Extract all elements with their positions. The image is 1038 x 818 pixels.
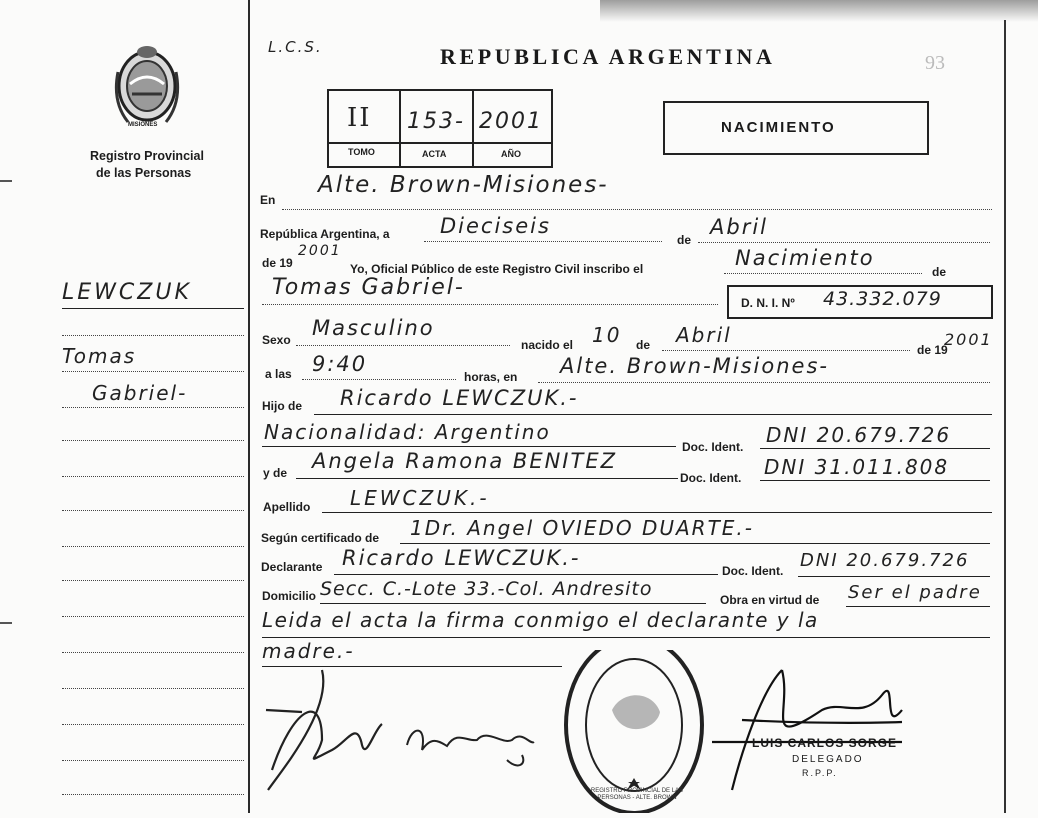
year-prefix: de 19 xyxy=(262,256,293,270)
sexo-label: Sexo xyxy=(262,333,291,347)
de-label: de xyxy=(677,233,692,247)
de19-label: de 19 xyxy=(917,343,948,357)
birth-day-value: 10 xyxy=(592,323,622,347)
dni-value: 43.332.079 xyxy=(823,288,942,310)
obra-label: Obra en virtud de xyxy=(720,593,820,607)
time-value: 9:40 xyxy=(312,352,368,376)
closing-line-2: madre.- xyxy=(262,639,355,663)
certificado-label: Según certificado de xyxy=(261,531,380,545)
month-value: Abril xyxy=(710,215,768,239)
domicilio-value: Secc. C.-Lote 33.-Col. Andresito xyxy=(320,578,653,600)
dni-box xyxy=(727,285,993,319)
statement-text: Yo, Oficial Público de este Registro Civil inscribo el xyxy=(350,262,644,276)
declarante-value: Ricardo LEWCZUK.- xyxy=(342,546,581,570)
seal-caption: MISIONES xyxy=(128,122,158,128)
place-value: Alte. Brown-Misiones- xyxy=(318,172,609,198)
stamp-text: REGISTRO PROVINCIAL DE LAS PERSONAS - ALTE. BROWN xyxy=(590,788,684,801)
declarante-label: Declarante xyxy=(261,560,323,574)
father-value: Ricardo LEWCZUK.- xyxy=(340,386,579,410)
father-nationality-value: Nacionalidad: Argentino xyxy=(264,420,551,444)
document-title: REPUBLICA ARGENTINA xyxy=(440,44,776,69)
left-margin-border xyxy=(248,0,250,813)
de-label-3: de xyxy=(636,338,651,352)
en-label: En xyxy=(260,193,276,207)
certificado-value: 1Dr. Angel OVIEDO DUARTE.- xyxy=(410,516,755,540)
sexo-value: Masculino xyxy=(312,316,435,340)
dni-label: D. N. I. Nº xyxy=(741,296,795,310)
apellido-value: LEWCZUK.- xyxy=(350,486,490,510)
coat-of-arms-seal xyxy=(108,42,186,134)
official-name: LUIS CARLOS SORGE xyxy=(752,736,898,750)
nacido-label: nacido el xyxy=(521,338,574,352)
folio-number: 93 xyxy=(925,52,945,74)
declarante-doc-value: DNI 20.679.726 xyxy=(800,550,970,571)
mother-signature xyxy=(407,731,534,766)
hijo-label: Hijo de xyxy=(262,399,303,413)
signatures-area xyxy=(262,650,1004,813)
registry-name-line1: Registro Provincial xyxy=(90,149,204,163)
sidebar-surname: LEWCZUK xyxy=(62,280,192,305)
anio-label: AÑO xyxy=(501,149,521,159)
doc-label-mother: Doc. Ident. xyxy=(680,471,742,485)
closing-line-1: Leida el acta la firma conmigo el declarante y la xyxy=(262,608,819,632)
full-name-value: Tomas Gabriel- xyxy=(272,275,465,300)
day-value: Dieciseis xyxy=(440,214,551,238)
document-type-box xyxy=(663,101,929,155)
official-title: DELEGADO xyxy=(792,754,864,765)
doc-label-father: Doc. Ident. xyxy=(682,440,744,454)
tomo-label: TOMO xyxy=(348,147,375,157)
initials: L.C.S. xyxy=(268,38,323,56)
domicilio-label: Domicilio xyxy=(262,589,317,603)
birth-place-value: Alte. Brown-Misiones- xyxy=(560,354,829,378)
sidebar-given-name-2: Gabriel- xyxy=(92,381,188,405)
doc-label-declarante: Doc. Ident. xyxy=(722,564,784,578)
father-doc-value: DNI 20.679.726 xyxy=(766,423,952,447)
document-type: NACIMIENTO xyxy=(721,119,836,136)
punch-mark-1 xyxy=(0,180,12,182)
de-label-2: de xyxy=(932,265,947,279)
punch-mark-2 xyxy=(0,622,12,624)
scan-shadow xyxy=(600,0,1038,22)
acta-label: ACTA xyxy=(422,149,447,159)
republica-label: República Argentina, a xyxy=(260,227,390,241)
event-value: Nacimiento xyxy=(735,246,875,270)
birth-year-value: 2001 xyxy=(944,330,993,349)
mother-value: Angela Ramona BENITEZ xyxy=(312,449,617,473)
year-value: 2001 xyxy=(298,243,342,259)
obra-value: Ser el padre xyxy=(848,582,982,603)
alas-label: a las xyxy=(265,367,292,381)
mother-doc-value: DNI 31.011.808 xyxy=(764,455,950,479)
volume-box xyxy=(327,89,553,168)
birth-month-value: Abril xyxy=(676,323,732,347)
yde-label: y de xyxy=(263,466,288,480)
anio-value: 2001 xyxy=(479,109,543,134)
right-margin-border xyxy=(1004,20,1006,813)
sidebar-given-name-1: Tomas xyxy=(62,344,137,368)
horas-label: horas, en xyxy=(464,370,518,384)
acta-value: 153- xyxy=(407,109,465,134)
tomo-value: II xyxy=(347,103,372,133)
declarant-signature xyxy=(266,670,382,790)
apellido-label: Apellido xyxy=(263,500,311,514)
registry-name-line2: de las Personas xyxy=(96,166,192,180)
official-sub: R.P.P. xyxy=(802,768,838,778)
